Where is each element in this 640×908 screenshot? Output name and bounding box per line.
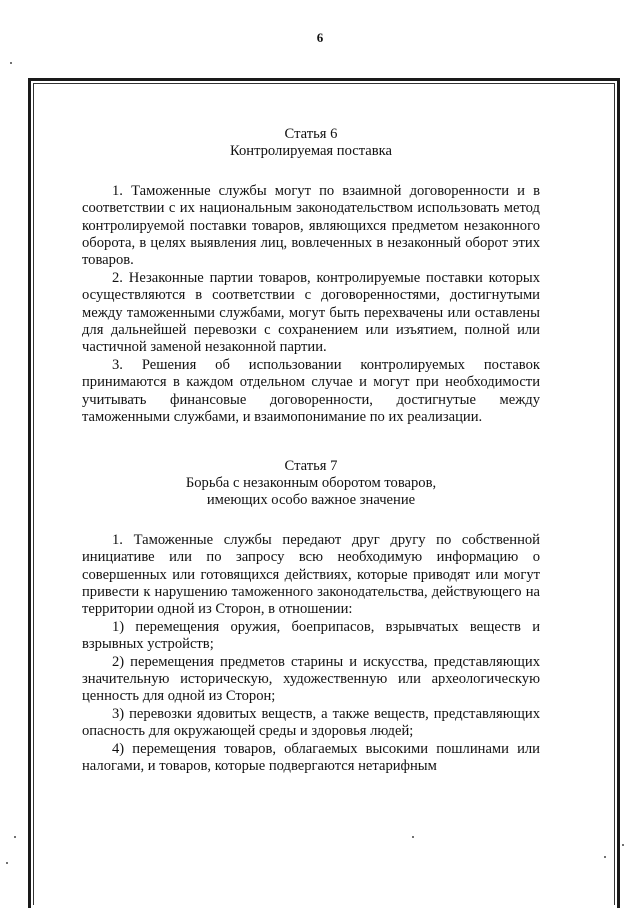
article-7-subtitle-line-2: имеющих особо важное значение — [206, 492, 416, 509]
article-7-paragraph-1: 1. Таможенные службы передают друг другу по собственной инициативе или по запросу всю необходимую информацию о совершенных или готовящихся действиях, которые приводят или могут привести к нарушению таможенного законодательства, действующего на территории одной из Сторон, в отношении: — [82, 531, 540, 618]
article-7-item-3: 3) перевозки ядовитых веществ, а также веществ, представляющих опасность для окружающей среды и здоровья людей; — [82, 705, 540, 740]
scan-speck — [412, 836, 414, 838]
article-7-item-4: 4) перемещения товаров, облагаемых высокими пошлинами или налогами, и товаров, которые подвергаются нетарифным — [82, 740, 540, 774]
page-number: 6 — [316, 30, 324, 45]
article-6-paragraph-3: 3. Решения об использовании контролируемых поставок принимаются в каждом отдельном случае и могут при необходимости учитывать финансовые договоренности, достигнутые между таможенными службами, и взаимопонимание по их реализации. — [82, 356, 540, 426]
scan-speck — [6, 862, 8, 864]
article-6-paragraph-1: 1. Таможенные службы могут по взаимной договоренности и в соответствии с их национальным законодательством использовать метод контролируемой поставки товаров, являющихся предметом незаконного оборота, в целях выявления лиц, вовлеченных в незаконный оборот этих товаров. — [82, 182, 540, 269]
article-6 — [82, 126, 540, 427]
article-7-title: Статья 7 — [284, 457, 338, 474]
article-7-subtitle-line-1: Борьба с незаконным оборотом товаров, — [185, 474, 437, 491]
scan-speck — [604, 856, 606, 858]
scan-speck — [10, 62, 12, 64]
article-7-item-1: 1) перемещения оружия, боеприпасов, взрывчатых веществ и взрывных устройств; — [82, 618, 540, 653]
scan-speck — [14, 836, 16, 838]
scan-speck — [622, 844, 624, 846]
article-6-paragraph-2: 2. Незаконные партии товаров, контролируемые поставки которых осуществляются в соответствии с договоренностями, достигнутыми между таможенными службами, могут быть перехвачены или оставлены для дальнейшей перевозки с сохранением или изъятием, полной или частичной заменой незаконной партии. — [82, 269, 540, 356]
article-6-subtitle: Контролируемая поставка — [229, 143, 393, 160]
document-body — [82, 124, 540, 775]
article-6-title: Статья 6 — [284, 126, 338, 142]
article-7-item-2: 2) перемещения предметов старины и искусства, представляющих значительную историческую, художественную или археологическую ценность для одной из Сторон; — [82, 653, 540, 705]
article-7 — [82, 458, 540, 776]
